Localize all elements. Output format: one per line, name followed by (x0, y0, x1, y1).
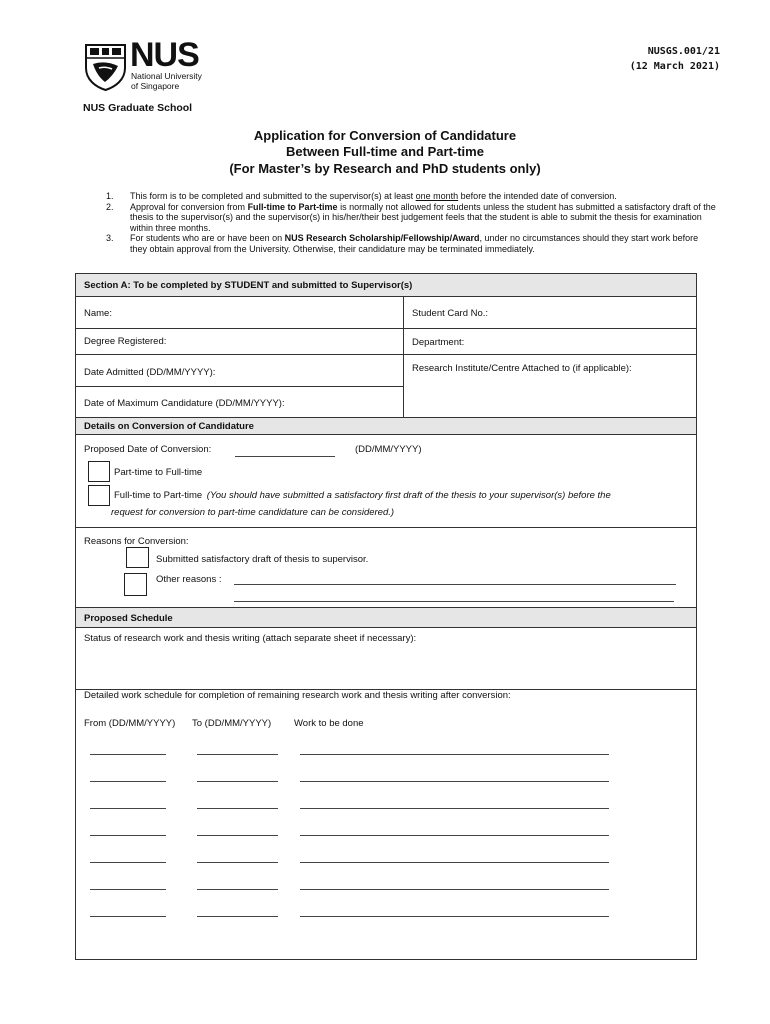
schedule-to-field[interactable] (197, 808, 278, 809)
instruction-text: This form is to be completed and submitted to the supervisor(s) at least (130, 191, 416, 201)
instruction-text: before the intended date of conversion. (458, 191, 617, 201)
department-label: Department: (412, 337, 465, 348)
instruction-text: Approval for conversion from (130, 201, 248, 212)
instructions-list (106, 191, 716, 254)
schedule-to-field[interactable] (197, 835, 278, 836)
schedule-from-field[interactable] (90, 862, 166, 863)
instruction-text: is normally not allowed for students unless the student has submitted a satisfactory draft of the thesis to the supervisor(s) and the supervisor(s) in his/her/their best judgement feels that the student is able to submit the thesis for examination within three months. (130, 201, 716, 233)
student-card-label: Student Card No.: (412, 308, 489, 319)
title-line-1: Application for Conversion of Candidature (253, 128, 517, 143)
other-reason-line-2[interactable] (234, 601, 674, 602)
date-format-hint: (DD/MM/YYYY) (355, 444, 422, 455)
instruction-number: 3. (106, 233, 114, 243)
status-label: Status of research work and thesis writing (attach separate sheet if necessary): (84, 633, 417, 644)
schedule-work-field[interactable] (300, 781, 609, 782)
full-to-part-text: Full-time to Part-time (114, 490, 203, 501)
conversion-title: Details on Conversion of Candidature (84, 421, 254, 432)
full-to-part-checkbox[interactable] (88, 485, 110, 506)
schedule-from-field[interactable] (90, 808, 166, 809)
title-line-3: (For Master’s by Research and PhD students only) (229, 161, 541, 176)
school-name: NUS Graduate School (83, 102, 193, 114)
research-institute-label: Research Institute/Centre Attached to (if applicable): (412, 363, 632, 374)
reasons-label: Reasons for Conversion: (84, 536, 189, 547)
conversion-details (76, 435, 696, 528)
schedule-to-field[interactable] (197, 781, 278, 782)
proposed-date-label: Proposed Date of Conversion: (84, 444, 212, 455)
row-max-candidature (76, 387, 696, 418)
doc-code: NUSGS.001/21 (647, 46, 720, 57)
instruction-bold: Full-time to Part-time (247, 201, 338, 212)
schedule-from-field[interactable] (90, 781, 166, 782)
reason-draft-label: Submitted satisfactory draft of thesis to supervisor. (156, 554, 369, 565)
date-admitted-label: Date Admitted (DD/MM/YYYY): (84, 367, 216, 378)
reasons-section (76, 528, 696, 608)
schedule-work-field[interactable] (300, 754, 609, 755)
schedule-to-field[interactable] (197, 862, 278, 863)
schedule-to-field[interactable] (197, 916, 278, 917)
instruction-2 (106, 202, 716, 234)
col-work-header: Work to be done (294, 718, 364, 729)
proposed-date-field[interactable] (235, 456, 335, 457)
instruction-text: , under no circumstances should they start work before they obtain approval from the University. Otherwise, their candidature may be terminated immediately. (130, 233, 699, 254)
row-degree (76, 329, 696, 355)
full-to-part-note-2: request for conversion to part-time candidature can be considered.) (111, 507, 395, 518)
part-to-full-checkbox[interactable] (88, 461, 110, 482)
instruction-number: 1. (106, 191, 114, 201)
row-name (76, 297, 696, 329)
status-section (76, 628, 696, 690)
logo-word: NUS (130, 36, 199, 74)
part-to-full-label: Part-time to Full-time (114, 467, 203, 478)
section-a-title: Section A: To be completed by STUDENT and submitted to Supervisor(s) (84, 280, 413, 291)
schedule-header (76, 608, 696, 628)
section-a-header (76, 274, 696, 297)
reason-other-checkbox[interactable] (124, 573, 147, 596)
schedule-work-field[interactable] (300, 916, 609, 917)
col-to-header: To (DD/MM/YYYY) (192, 718, 272, 729)
schedule-from-field[interactable] (90, 754, 166, 755)
full-to-part-label (114, 490, 611, 501)
application-form (75, 273, 697, 960)
name-label: Name: (84, 308, 112, 319)
other-reason-line-1[interactable] (234, 584, 676, 585)
conversion-header (76, 418, 696, 435)
nus-logo (83, 36, 213, 94)
degree-label: Degree Registered: (84, 336, 167, 347)
schedule-title: Proposed Schedule (84, 613, 173, 624)
reason-draft-checkbox[interactable] (126, 547, 149, 568)
schedule-from-field[interactable] (90, 889, 166, 890)
schedule-work-field[interactable] (300, 835, 609, 836)
schedule-work-field[interactable] (300, 808, 609, 809)
schedule-from-field[interactable] (90, 916, 166, 917)
col-from-header: From (DD/MM/YYYY) (84, 718, 176, 729)
instruction-1 (106, 191, 716, 202)
logo-subtitle-1: National University (131, 71, 202, 81)
instruction-underline: one month (415, 191, 459, 201)
row-date-admitted (76, 355, 403, 387)
schedule-work-field[interactable] (300, 862, 609, 863)
instruction-number: 2. (106, 201, 114, 212)
schedule-to-field[interactable] (197, 889, 278, 890)
reason-other-label: Other reasons : (156, 574, 222, 585)
logo-subtitle-2: of Singapore (131, 81, 180, 91)
doc-date: (12 March 2021) (629, 61, 720, 72)
full-to-part-note: (You should have submitted a satisfactory first draft of the thesis to your supervisor(s) before the (206, 490, 611, 501)
title-line-2: Between Full-time and Part-time (286, 144, 484, 159)
max-candidature-label: Date of Maximum Candidature (DD/MM/YYYY): (84, 398, 285, 409)
schedule-work-field[interactable] (300, 889, 609, 890)
instruction-bold: NUS Research Scholarship/Fellowship/Award (284, 233, 480, 243)
nus-crest-icon (83, 42, 128, 92)
instruction-3 (106, 233, 716, 254)
schedule-from-field[interactable] (90, 835, 166, 836)
column-divider (403, 297, 404, 418)
instruction-text: For students who are or have been on (130, 233, 285, 243)
detailed-schedule-label: Detailed work schedule for completion of remaining research work and thesis writing after conversion: (84, 690, 511, 701)
schedule-to-field[interactable] (197, 754, 278, 755)
document-number (630, 44, 720, 74)
